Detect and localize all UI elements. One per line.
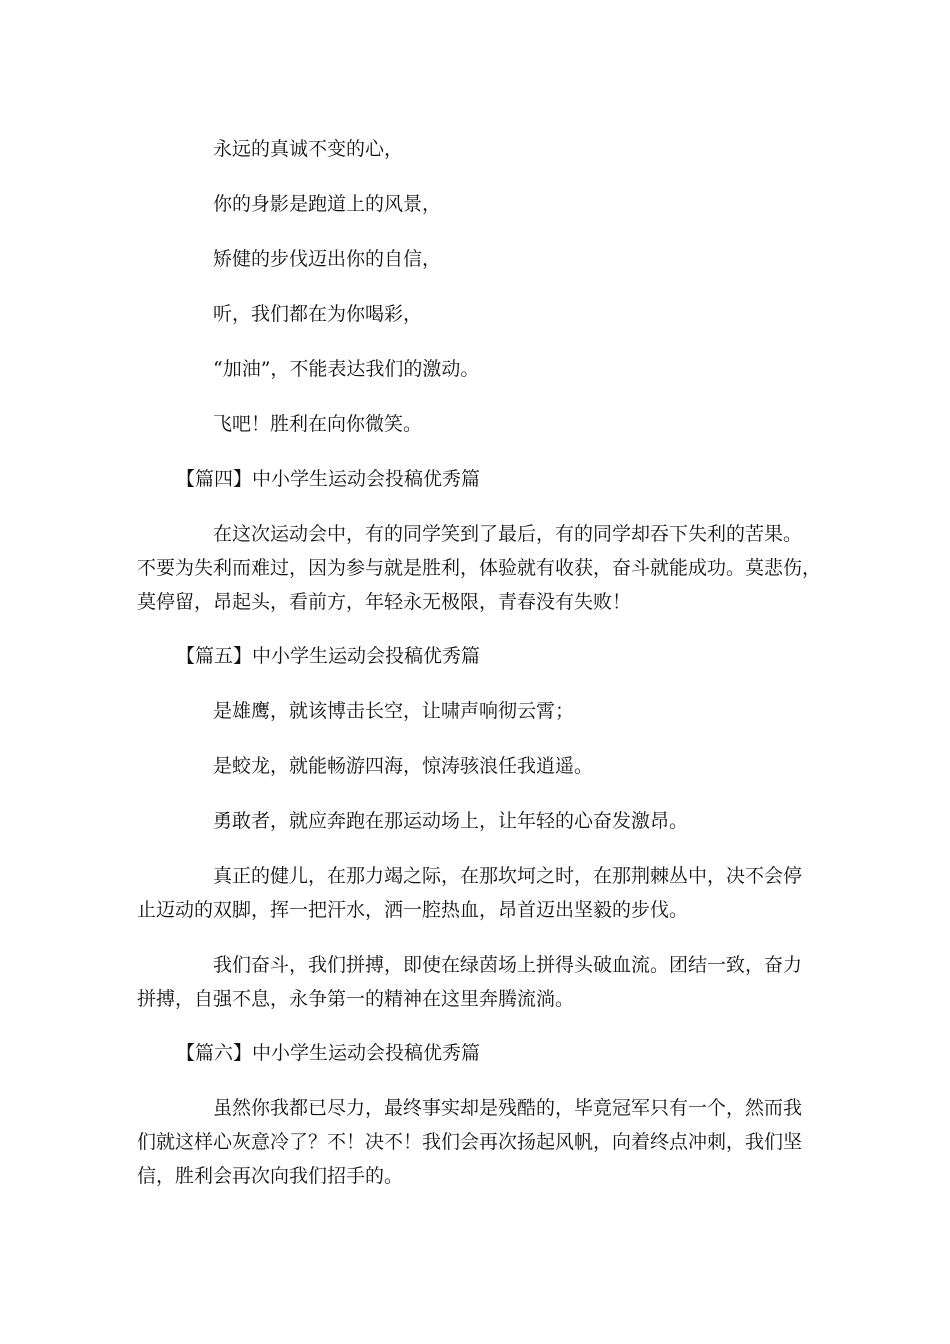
poem-line: 听，我们都在为你喝彩， [213,303,423,325]
paragraph-line: 莫停留，昂起头，看前方，年轻永无极限，青春没有失败！ [137,591,632,613]
poem-line: 永远的真诚不变的心， [213,138,404,160]
poem-line: 飞吧！胜利在向你微笑。 [213,413,423,435]
section-heading: 【篇五】中小学生运动会投稿优秀篇 [176,645,481,667]
paragraph-line: 勇敢者，就应奔跑在那运动场上，让年轻的心奋发激昂。 [213,810,689,832]
section-heading: 【篇四】中小学生运动会投稿优秀篇 [176,468,481,490]
paragraph-line: 真正的健儿，在那力竭之际，在那坎坷之时，在那荆棘丛中，决不会停 [213,865,803,887]
paragraph-line: 止迈动的双脚，挥一把汗水，洒一腔热血，昂首迈出坚毅的步伐。 [137,899,689,921]
poem-line: 矫健的步伐迈出你的自信， [213,248,442,270]
paragraph-line: 信，胜利会再次向我们招手的。 [137,1165,404,1187]
paragraph-line: 是蛟龙，就能畅游四海，惊涛骇浪任我逍遥。 [213,755,594,777]
poem-line: 你的身影是跑道上的风景， [213,193,442,215]
paragraph-line: 拼搏，自强不息，永争第一的精神在这里奔腾流淌。 [137,988,575,1010]
poem-line: “加油”，不能表达我们的激动。 [213,358,480,380]
paragraph-line: 们就这样心灰意冷了？不！决不！我们会再次扬起风帆，向着终点冲刺，我们坚 [137,1131,803,1153]
paragraph-line: 不要为失利而难过，因为参与就是胜利，体验就有收获，奋斗就能成功。莫悲伤， [137,557,822,579]
paragraph-line: 在这次运动会中，有的同学笑到了最后，有的同学却吞下失利的苦果。 [213,523,803,545]
paragraph-line: 虽然你我都已尽力，最终事实却是残酷的，毕竟冠军只有一个，然而我 [213,1097,803,1119]
paragraph-line: 我们奋斗，我们拼搏，即使在绿茵场上拼得头破血流。团结一致，奋力 [213,954,803,976]
paragraph-line: 是雄鹰，就该博击长空，让啸声响彻云霄； [213,700,575,722]
section-heading: 【篇六】中小学生运动会投稿优秀篇 [176,1042,481,1064]
